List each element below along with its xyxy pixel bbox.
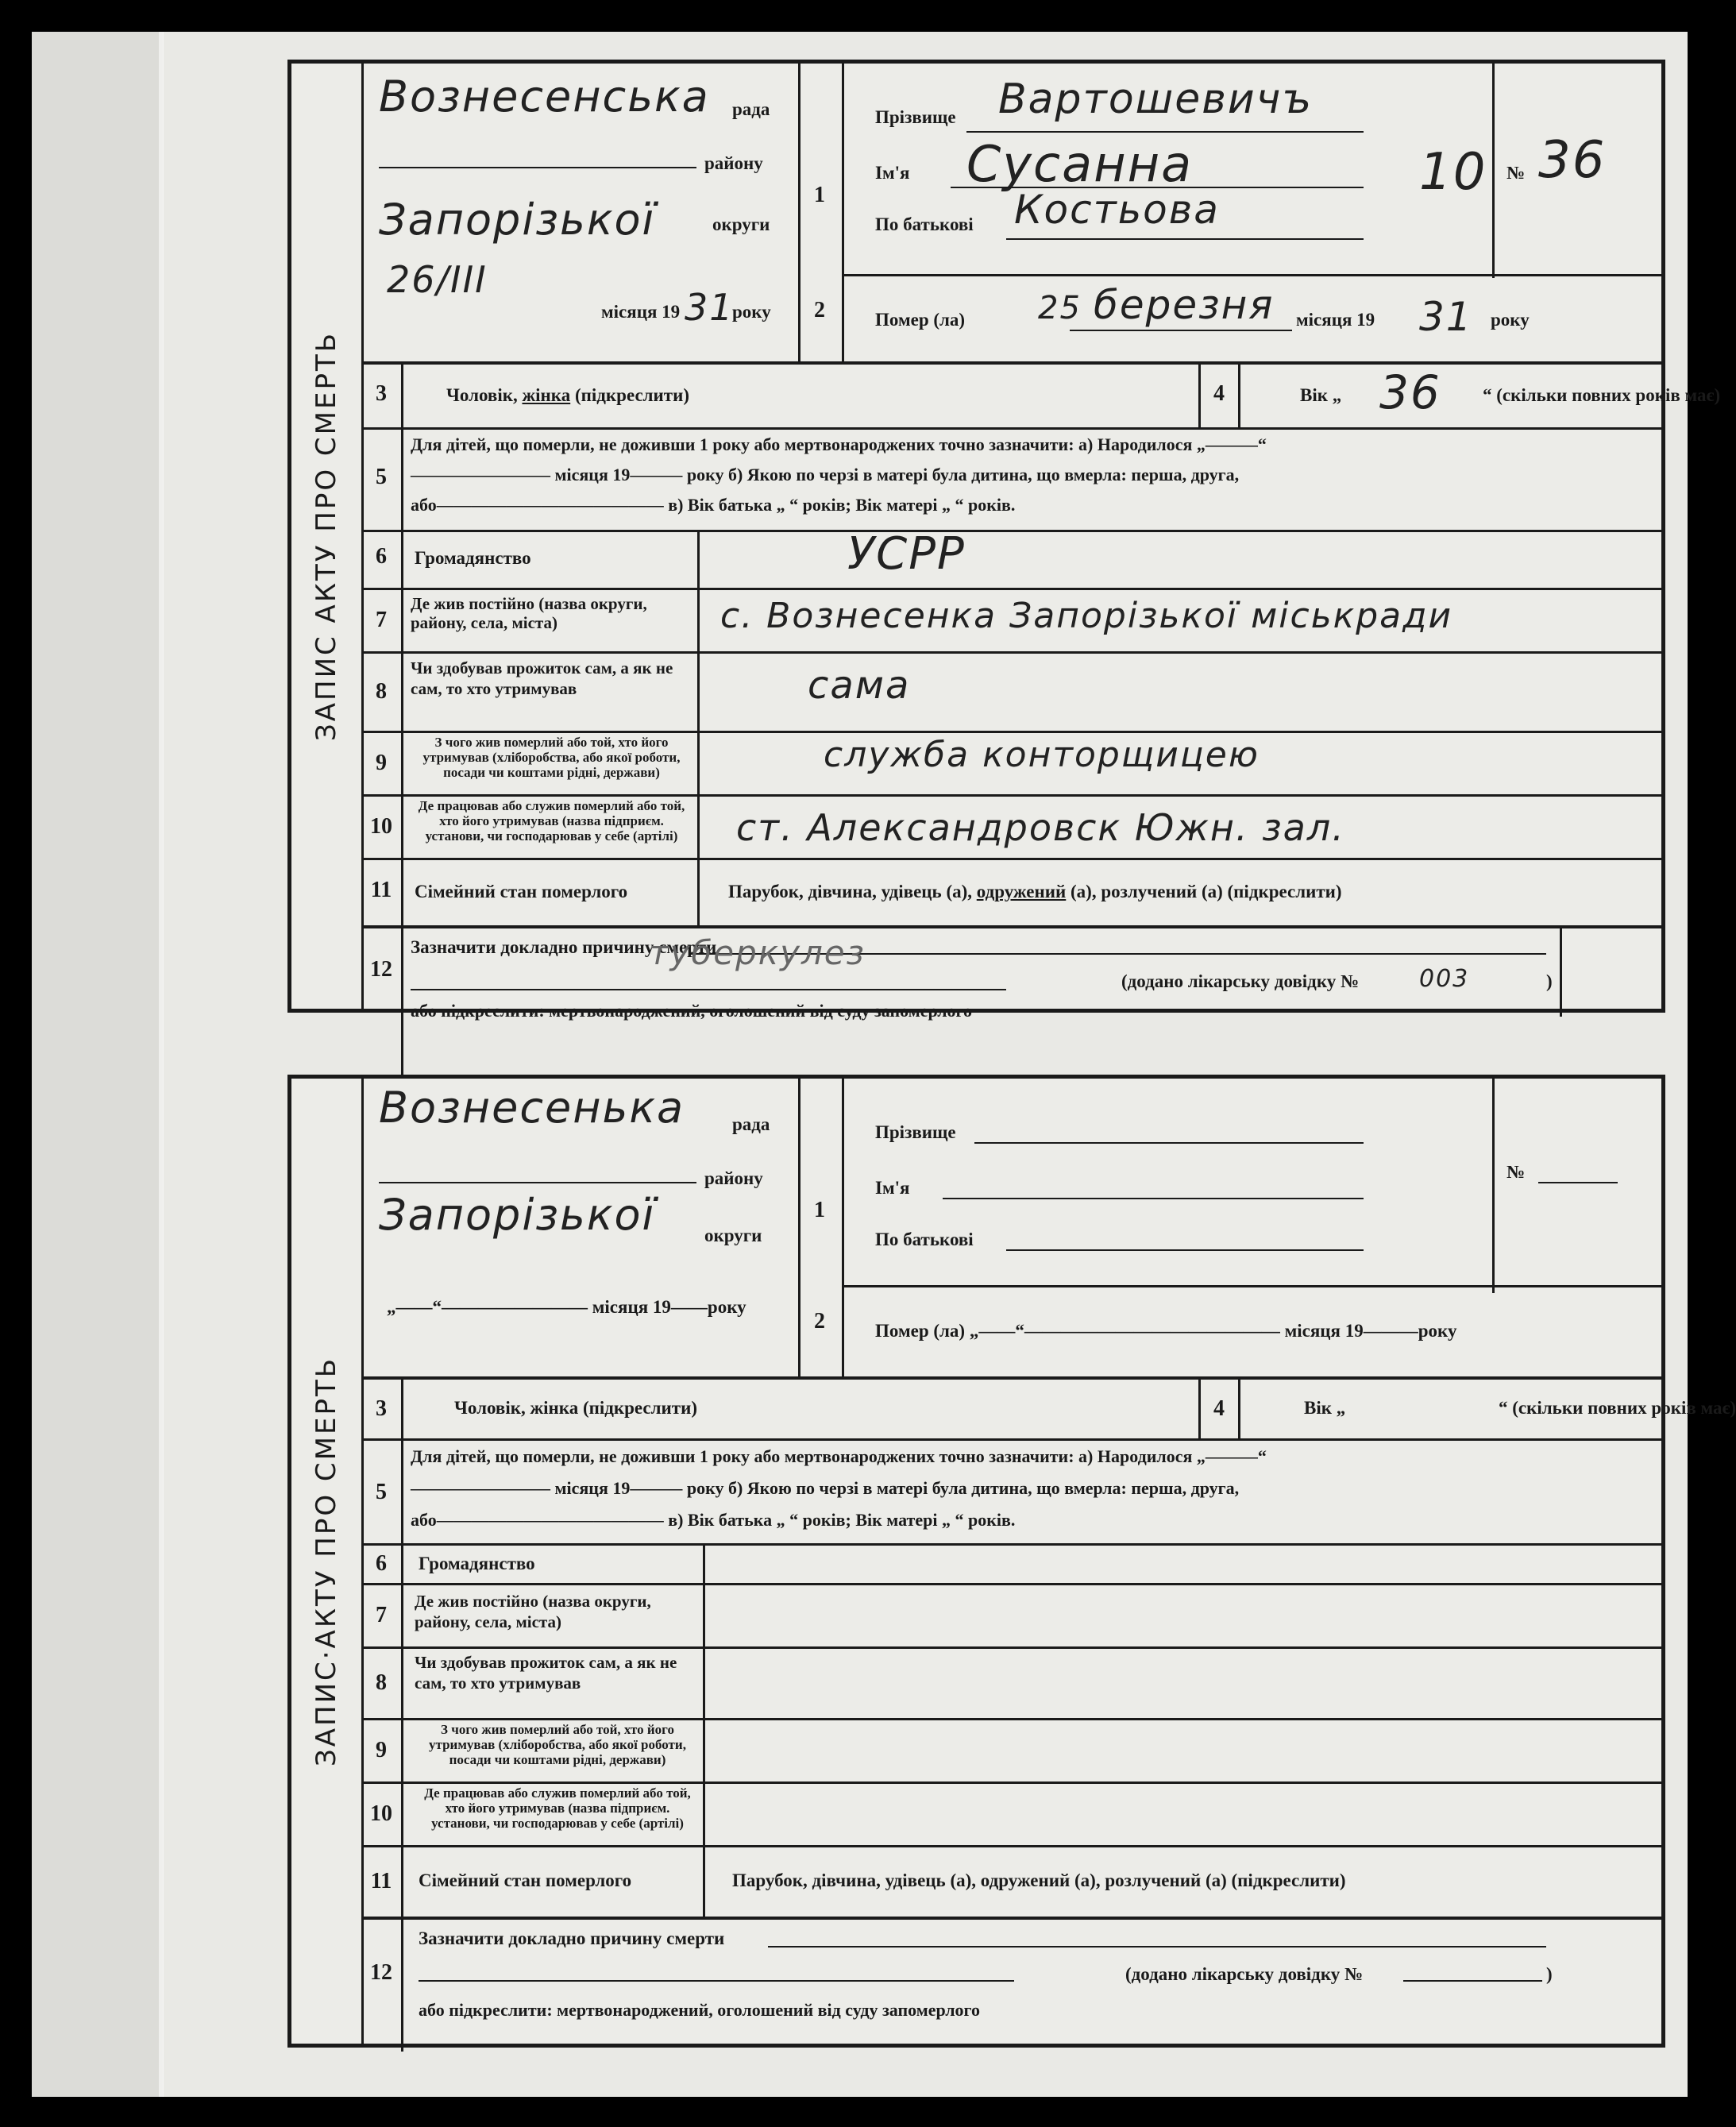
cert-close: ): [1546, 971, 1553, 991]
cause-value: туберкулез: [649, 933, 866, 972]
row-number: 4: [1213, 1396, 1225, 1421]
row-number: 6: [376, 1551, 387, 1576]
margin-rule: [159, 32, 164, 2097]
date-month-label: місяця 19: [601, 302, 681, 322]
rada-label: рада: [732, 99, 770, 119]
okrug-value: Запорізької: [379, 195, 656, 245]
row-number: 12: [370, 957, 392, 982]
row-number: 3: [376, 1396, 387, 1421]
form-sidebar: [291, 64, 364, 1009]
child-line-1: Для дітей, що померли, не доживши 1 року або мертвонароджених точно зазначити: а) Народилося „———“: [411, 1446, 1267, 1466]
name-label: Ім'я: [875, 1178, 910, 1198]
marital-label: Сімейний стан померлого: [415, 882, 628, 901]
livelihood-value: служба конторщицею: [824, 735, 1260, 775]
child-line-3: або————————————— в) Вік батька „ “ років; Вік матері „ “ років.: [411, 495, 1016, 515]
row-number: 10: [370, 814, 392, 839]
death-reg-date: 26/III: [387, 258, 488, 301]
citizenship-label: Громадянство: [415, 548, 531, 568]
death-date-label: Помер (ла): [875, 310, 966, 330]
surname-label: Прізвище: [875, 107, 956, 127]
death-record-form-1: [287, 60, 1721, 1021]
binding-margin: [32, 32, 163, 2097]
row-number: 8: [376, 679, 387, 704]
row-number: 1: [814, 183, 825, 207]
sex-label: Чоловік, жінка (підкреслити): [446, 385, 690, 405]
row-number: 7: [376, 608, 387, 632]
marital-options: Парубок, дівчина, удівець (а), одружений (а), розлучений (а) (підкреслити): [728, 882, 1342, 901]
sex-female-underlined: жінка: [522, 385, 571, 405]
workplace-label: Де працював або служив померлий або той, хто його утримував (назва підприєм. установи, чи господарював у себе (артілі): [424, 1785, 691, 1831]
name-value: Сусанна: [966, 135, 1194, 193]
name-label: Ім'я: [875, 163, 910, 183]
residence-label: Де жив постійно (назва округи, району, села, міста): [415, 1592, 651, 1631]
okrug-value: Запорізької: [379, 1190, 656, 1240]
stillborn-line: або підкреслити: мертвонароджений, оголошений від суду запомерлого: [419, 2000, 980, 2020]
date-label: „——“———————— місяця 19——року: [387, 1297, 746, 1317]
rada-value: Вознесенька: [379, 1083, 685, 1133]
citizenship-value: УСРР: [847, 528, 966, 580]
citizenship-label: Громадянство: [419, 1554, 535, 1573]
row-number: 11: [370, 878, 392, 902]
death-date-label: Помер (ла) „——“—————————————— місяця 19———року: [875, 1321, 1457, 1341]
child-line-3: або————————————— в) Вік батька „ “ років; Вік матері „ “ років.: [411, 1510, 1016, 1530]
reg-year-value: 31: [685, 286, 735, 329]
date-year-label: року: [732, 302, 771, 322]
surname-label: Прізвище: [875, 1122, 956, 1142]
age-suffix: “ (скільки повних років має): [1483, 385, 1721, 405]
livelihood-label: З чого жив померлий або той, хто його утримував (хліборобства, або якої роботи, посади чи коштами рідні, держави): [422, 735, 681, 780]
marital-label: Сімейний стан померлого: [419, 1870, 632, 1890]
cert-close: ): [1546, 1964, 1553, 1984]
row-number: 2: [814, 1309, 825, 1334]
child-line-2: ———————— місяця 19——— року б) Якою по черзі в матері була дитина, що вмерла: перша, друга,: [411, 1478, 1240, 1498]
sex-label: Чоловік, жінка (підкреслити): [454, 1398, 697, 1418]
record-number-value: 36: [1538, 131, 1607, 190]
okrug-label: округи: [704, 1226, 762, 1245]
residence-label: Де жив постійно (назва округи, району, села, міста): [411, 594, 647, 632]
age-label: Вік „: [1304, 1398, 1346, 1418]
cause-label: Зазначити докладно причину смерти: [411, 937, 717, 957]
row-number: 5: [376, 1480, 387, 1504]
row-number: 1: [814, 1198, 825, 1222]
rayon-label: району: [704, 153, 763, 173]
patronymic-label: По батькові: [875, 214, 974, 234]
stillborn-line: або підкреслити: мертвонароджений, оголошений від суду запомерлого: [411, 1001, 972, 1021]
support-label: Чи здобував прожиток сам, а як не сам, то хто утримував: [415, 1653, 677, 1693]
age-value: 36: [1379, 365, 1441, 419]
row-number: 5: [376, 465, 387, 489]
rada-value: Вознесенська: [379, 71, 710, 122]
workplace-value: ст. Александровск Южн. зал.: [736, 806, 1345, 849]
rada-label: рада: [732, 1114, 770, 1134]
death-year-value: 31: [1419, 294, 1473, 340]
workplace-label: Де працював або служив померлий або той, хто його утримував (назва підприєм. установи, чи господарював у себе (артілі): [418, 798, 685, 843]
row-number: 3: [376, 381, 387, 406]
rayon-label: району: [704, 1168, 763, 1188]
row-number: 11: [370, 1869, 392, 1893]
form-sidebar: [291, 1079, 364, 2044]
child-line-1: Для дітей, що померли, не доживши 1 року або мертвонароджених точно зазначити: а) Народилося „———“: [411, 434, 1267, 454]
patronymic-label: По батькові: [875, 1229, 974, 1249]
marital-options: Парубок, дівчина, удівець (а), одружений (а), розлучений (а) (підкреслити): [732, 1870, 1346, 1890]
residence-value: с. Вознесенка Запорізької міськради: [720, 596, 1453, 636]
row-number: 9: [376, 751, 387, 775]
row-number: 7: [376, 1603, 387, 1627]
form-title: ЗАПИС·АКТУ ПРО СМЕРТЬ: [311, 1356, 342, 1766]
age-suffix: “ (скільки повних років має): [1499, 1398, 1736, 1418]
row-number: 2: [814, 298, 825, 322]
row-number: 4: [1213, 381, 1225, 406]
child-line-2: ———————— місяця 19——— року б) Якою по черзі в матері була дитина, що вмерла: перша, друга,: [411, 465, 1240, 484]
death-month-label: місяця 19: [1296, 310, 1375, 330]
marital-married-underlined: одружений: [976, 882, 1067, 901]
patronymic-value: Костьова: [1014, 187, 1220, 233]
no-label: №: [1506, 163, 1526, 183]
cert-label: (додано лікарську довідку №: [1125, 1964, 1364, 1984]
cause-label: Зазначити докладно причину смерти: [419, 1928, 725, 1948]
side-number: 10: [1419, 143, 1487, 202]
surname-value: Вартошевичъ: [998, 75, 1314, 123]
livelihood-label: З чого жив померлий або той, хто його утримував (хліборобства, або якої роботи, посади чи коштами рідні, держави): [429, 1722, 686, 1767]
death-record-form-2: [287, 1075, 1736, 2048]
no-label: №: [1506, 1162, 1526, 1182]
death-year-label: року: [1491, 310, 1530, 330]
row-number: 9: [376, 1738, 387, 1762]
support-value: сама: [808, 663, 911, 708]
form-title: ЗАПИС АКТУ ПРО СМЕРТЬ: [311, 330, 342, 742]
okrug-label: округи: [712, 214, 770, 234]
age-label: Вік „: [1300, 385, 1342, 405]
death-month-value: березня: [1094, 282, 1275, 328]
row-number: 12: [370, 1960, 392, 1985]
support-label: Чи здобував прожиток сам, а як не сам, то хто утримував: [411, 658, 673, 698]
cert-value: 003: [1419, 965, 1470, 993]
row-number: 8: [376, 1670, 387, 1695]
cert-label: (додано лікарську довідку №: [1121, 971, 1360, 991]
row-number: 6: [376, 544, 387, 569]
row-number: 10: [370, 1801, 392, 1826]
death-day-value: 25: [1038, 290, 1082, 326]
